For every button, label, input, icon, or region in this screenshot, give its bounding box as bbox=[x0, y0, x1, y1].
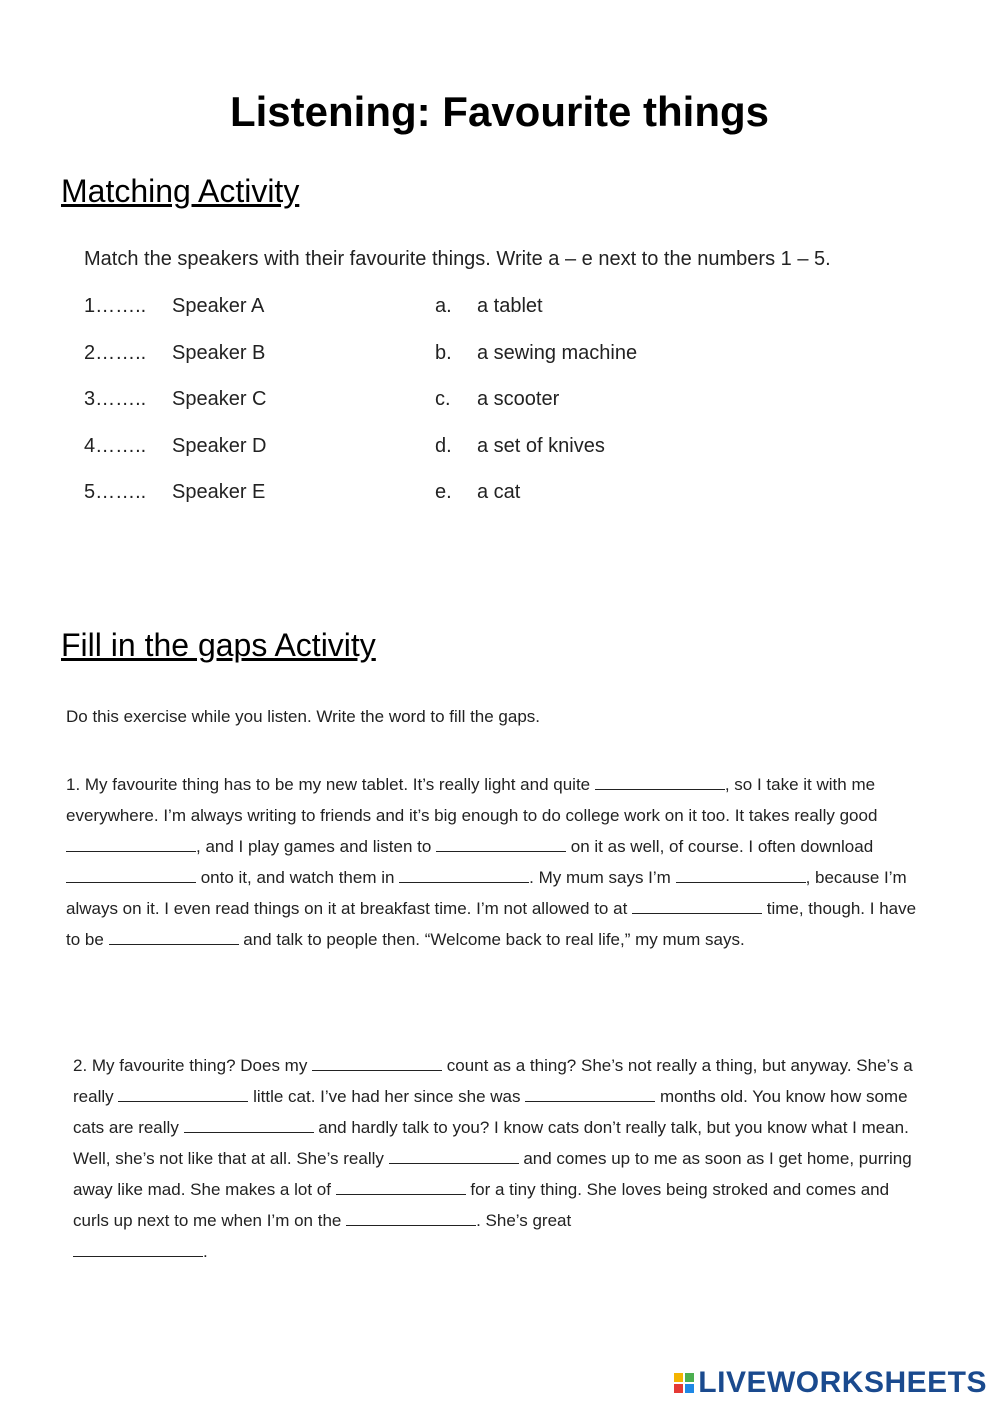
match-number[interactable]: 2…….. bbox=[84, 342, 147, 364]
logo-square bbox=[685, 1373, 694, 1382]
option-letter: a. bbox=[435, 295, 452, 317]
gap-blank[interactable] bbox=[346, 1209, 476, 1226]
speaker-label: Speaker B bbox=[172, 342, 266, 364]
gaps-instruction: Do this exercise while you listen. Write the word to fill the gaps. bbox=[66, 707, 541, 726]
option-thing: a sewing machine bbox=[477, 342, 638, 364]
text-segment: for a tiny thing. She loves being stroked and comes and curls up next to me when I’m on the bbox=[73, 1180, 890, 1230]
liveworksheets-logo[interactable] bbox=[674, 1366, 987, 1400]
match-row-2 bbox=[84, 342, 784, 368]
speaker-label: Speaker A bbox=[172, 295, 265, 317]
logo-grid-icon bbox=[674, 1373, 694, 1393]
matching-instruction: Match the speakers with their favourite things. Write a – e next to the numbers 1 – 5. bbox=[84, 248, 831, 270]
gap-blank[interactable] bbox=[676, 866, 806, 883]
text-segment: and hardly talk to you? I know cats don’t really talk, but you know what I mean. Well, she’s not like that at all. She’s really bbox=[73, 1118, 909, 1168]
option-thing: a tablet bbox=[477, 295, 543, 317]
text-segment: , and I play games and listen to bbox=[196, 837, 437, 856]
text-segment: , because I’m always on it. I even read things on it at breakfast time. I’m not allowed to at bbox=[66, 868, 907, 918]
option-thing: a scooter bbox=[477, 388, 560, 410]
gap-blank[interactable] bbox=[66, 866, 196, 883]
logo-text: LIVEWORKSHEETS bbox=[698, 1366, 987, 1399]
match-number[interactable]: 4…….. bbox=[84, 435, 147, 457]
option-thing: a set of knives bbox=[477, 435, 605, 457]
gap-paragraph-2 bbox=[73, 1050, 923, 1267]
gap-blank[interactable] bbox=[399, 866, 529, 883]
text-segment: little cat. I’ve had her since she was bbox=[248, 1087, 526, 1106]
gap-blank[interactable] bbox=[184, 1116, 314, 1133]
gap-blank[interactable] bbox=[436, 835, 566, 852]
match-row-4 bbox=[84, 435, 784, 461]
match-row-5 bbox=[84, 481, 784, 507]
speaker-label: Speaker C bbox=[172, 388, 267, 410]
speaker-label: Speaker D bbox=[172, 435, 267, 457]
gap-blank[interactable] bbox=[66, 835, 196, 852]
text-segment: count as a thing? She’s not really a thing, but anyway. She’s a really bbox=[73, 1056, 913, 1106]
option-letter: d. bbox=[435, 435, 452, 457]
logo-square bbox=[674, 1384, 683, 1393]
text-segment: . bbox=[203, 1242, 208, 1261]
gap-blank[interactable] bbox=[312, 1054, 442, 1071]
option-thing: a cat bbox=[477, 481, 521, 503]
gap-blank[interactable] bbox=[525, 1085, 655, 1102]
gaps-heading: Fill in the gaps Activity bbox=[61, 627, 376, 663]
text-segment: 1. My favourite thing has to be my new tablet. It’s really light and quite bbox=[66, 775, 595, 794]
gap-blank[interactable] bbox=[389, 1147, 519, 1164]
text-segment: . She’s great bbox=[476, 1211, 572, 1230]
matching-heading: Matching Activity bbox=[61, 173, 300, 209]
option-letter: c. bbox=[435, 388, 451, 410]
option-letter: b. bbox=[435, 342, 452, 364]
gap-paragraph-1 bbox=[66, 769, 926, 955]
speaker-label: Speaker E bbox=[172, 481, 266, 503]
gap-blank[interactable] bbox=[336, 1178, 466, 1195]
text-segment: and comes up to me as soon as I get home, purring away like mad. She makes a lot of bbox=[73, 1149, 912, 1199]
text-segment: months old. You know how some cats are really bbox=[73, 1087, 908, 1137]
match-row-1 bbox=[84, 295, 784, 321]
text-segment: onto it, and watch them in bbox=[196, 868, 400, 887]
gap-blank[interactable] bbox=[595, 773, 725, 790]
page-title: Listening: Favourite things bbox=[229, 88, 769, 135]
gap-blank[interactable] bbox=[632, 897, 762, 914]
logo-square bbox=[685, 1384, 694, 1393]
text-segment: time, though. I have to be bbox=[66, 899, 917, 949]
gap-blank[interactable] bbox=[118, 1085, 248, 1102]
match-number[interactable]: 1…….. bbox=[84, 295, 147, 317]
option-letter: e. bbox=[435, 481, 452, 503]
match-number[interactable]: 3…….. bbox=[84, 388, 147, 410]
text-segment: and talk to people then. “Welcome back to real life,” my mum says. bbox=[238, 930, 745, 949]
match-number[interactable]: 5…….. bbox=[84, 481, 147, 503]
gap-blank[interactable] bbox=[73, 1240, 203, 1257]
text-segment: 2. My favourite thing? Does my bbox=[73, 1056, 313, 1075]
match-row-3 bbox=[84, 388, 784, 414]
text-segment: on it as well, of course. I often download bbox=[566, 837, 874, 856]
logo-square bbox=[674, 1373, 683, 1382]
text-segment: . My mum says I’m bbox=[529, 868, 676, 887]
gap-blank[interactable] bbox=[109, 928, 239, 945]
text-segment: , so I take it with me everywhere. I’m always writing to friends and it’s big enough to do college work on it too. It takes really good bbox=[66, 775, 878, 825]
